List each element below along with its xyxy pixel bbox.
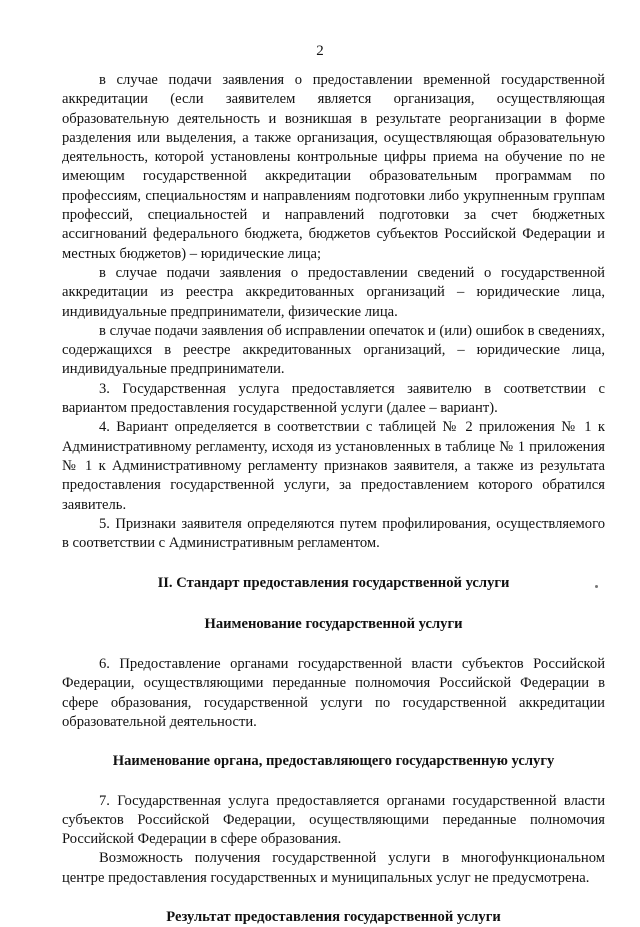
paragraph-5: 5. Признаки заявителя определяются путем профилирования, осуществляемого в соответствии с Административным регламентом. <box>62 515 605 552</box>
paragraph-registry-info: в случае подачи заявления о предоставлении сведений о государственной аккредитации из реестра аккредитованных организаций – юридические лица, индивидуальные предприниматели, физические лица. <box>62 264 605 320</box>
heading-service-name: Наименование государственной услуги <box>204 615 463 632</box>
scan-speck <box>595 585 598 588</box>
paragraph-7: 7. Государственная услуга предоставляется органами государственной власти субъектов Российской Федерации, осуществляющими переданные полномочия Российской Федерации в сфере образования. <box>62 792 605 848</box>
paragraph-typo-correction: в случае подачи заявления об исправлении опечаток и (или) ошибок в сведениях, содержащихся в реестре аккредитованных организаций, – юридические лица, индивидуальные предприниматели. <box>62 322 605 378</box>
heading-authority-name: Наименование органа, предоставляющего государственную услугу <box>112 753 555 770</box>
paragraph-mfc: Возможность получения государственной услуги в многофункциональном центре предоставления государственных и муниципальных услуг не предусмотрена. <box>62 850 605 886</box>
paragraph-3: 3. Государственная услуга предоставляется заявителю в соответствии с вариантом предоставления государственной услуги (далее – вариант). <box>62 380 605 417</box>
paragraph-6: 6. Предоставление органами государственной власти субъектов Российской Федерации, осуществляющими переданные полномочия Российской Федерации в сфере образования, государственной услуги по государственной аккредитации образовательной деятельности. <box>62 656 605 730</box>
paragraph-temporary-accreditation: в случае подачи заявления о предоставлении временной государственной аккредитации (если заявителем является организация, осуществляющая образовательную деятельность и возникшая в результате реорганизации в форме разделения или выделения, а также организация, осуществляющая образовательную деятельность, которой установлены контрольные цифры приема на обучение по не имеющим государственной аккредитации образовательным программам по профессиям, специальностям и направлениям подготовки либо укрупненным группам профессий, специальностей и направлений подготовки за счет бюджетных ассигнований федерального бюджета, бюджетов субъектов Российской Федерации и местных бюджетов) – юридические лица; <box>62 72 605 262</box>
paragraph-4: 4. Вариант определяется в соответствии с таблицей № 2 приложения № 1 к Административному регламенту, исходя из установленных в таблице № 1 приложения № 1 к Административному регламенту признаков заявителя, а также из результата предоставления государственной услуги, за предоставлением которого обратился заявитель. <box>62 419 605 513</box>
document-body <box>62 71 605 927</box>
heading-result: Результат предоставления государственной услуги <box>166 908 501 925</box>
section-heading-standard: II. Стандарт предоставления государственной услуги <box>157 575 510 592</box>
page-number: 2 <box>316 43 324 59</box>
